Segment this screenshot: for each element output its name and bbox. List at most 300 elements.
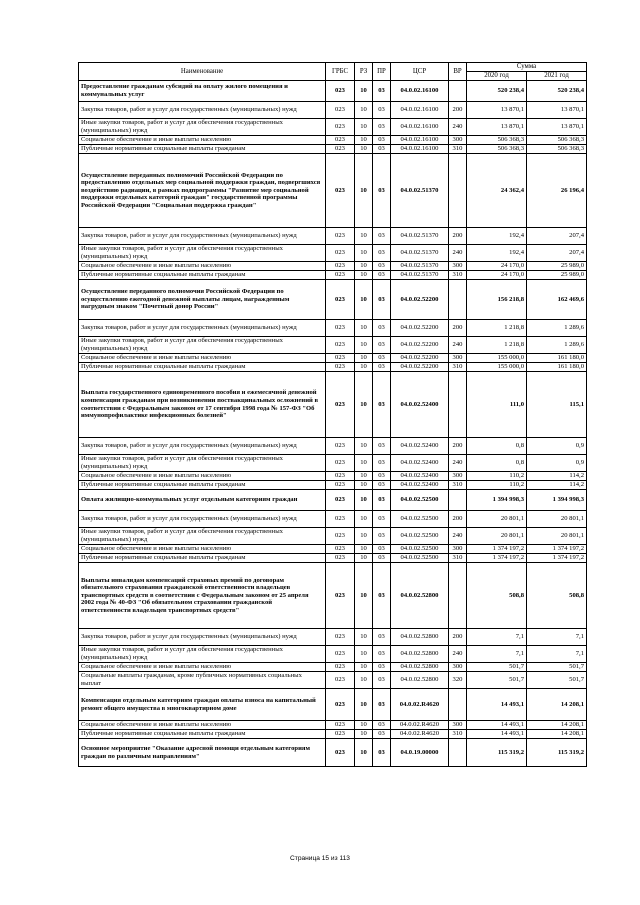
cell-grbs: 023: [326, 154, 355, 228]
cell-pr: 03: [373, 372, 391, 438]
cell-rz: 10: [355, 554, 373, 563]
cell-grbs: 023: [326, 563, 355, 629]
cell-csr: 04.0.02.R4620: [391, 730, 449, 739]
cell-rz: 10: [355, 689, 373, 721]
cell-amount-2021: 501,7: [527, 663, 587, 672]
cell-amount-2021: 0,9: [527, 455, 587, 472]
cell-vr: 320: [449, 672, 467, 689]
cell-name: Оплата жилищно-коммунальных услуг отдельным категориям граждан: [79, 490, 326, 511]
table-row: [79, 472, 587, 481]
cell-rz: 10: [355, 663, 373, 672]
table-row: [79, 663, 587, 672]
cell-amount-2020: 155 000,0: [467, 354, 527, 363]
cell-rz: 10: [355, 262, 373, 271]
cell-pr: 03: [373, 154, 391, 228]
table-row: [79, 545, 587, 554]
cell-pr: 03: [373, 363, 391, 372]
cell-amount-2020: 0,8: [467, 438, 527, 455]
cell-amount-2021: 115 319,2: [527, 739, 587, 767]
cell-pr: 03: [373, 472, 391, 481]
cell-rz: 10: [355, 228, 373, 245]
table-row: [79, 81, 587, 102]
cell-amount-2020: 14 493,1: [467, 730, 527, 739]
cell-grbs: 023: [326, 136, 355, 145]
cell-csr: 04.0.02.52200: [391, 280, 449, 320]
cell-amount-2021: 25 989,0: [527, 271, 587, 280]
cell-name: Социальное обеспечение и иные выплаты населению: [79, 136, 326, 145]
cell-name: Социальное обеспечение и иные выплаты населению: [79, 545, 326, 554]
cell-rz: 10: [355, 730, 373, 739]
cell-pr: 03: [373, 145, 391, 154]
cell-amount-2021: 1 289,6: [527, 320, 587, 337]
cell-name: Иные закупки товаров, работ и услуг для обеспечения государственных (муниципальных) нужд: [79, 119, 326, 136]
table-row: [79, 629, 587, 646]
cell-grbs: 023: [326, 119, 355, 136]
cell-grbs: 023: [326, 372, 355, 438]
table-row: [79, 245, 587, 262]
table-row: [79, 481, 587, 490]
cell-vr: [449, 563, 467, 629]
header-name: Наименование: [79, 63, 326, 81]
cell-name: Социальное обеспечение и иные выплаты населению: [79, 721, 326, 730]
cell-amount-2021: 1 374 197,2: [527, 554, 587, 563]
cell-grbs: 023: [326, 363, 355, 372]
cell-amount-2020: 20 801,1: [467, 511, 527, 528]
cell-vr: 300: [449, 721, 467, 730]
cell-amount-2020: 155 000,0: [467, 363, 527, 372]
cell-rz: 10: [355, 245, 373, 262]
cell-pr: 03: [373, 629, 391, 646]
cell-amount-2020: 520 238,4: [467, 81, 527, 102]
cell-csr: 04.0.02.52500: [391, 490, 449, 511]
cell-grbs: 023: [326, 245, 355, 262]
cell-vr: 240: [449, 119, 467, 136]
cell-rz: 10: [355, 145, 373, 154]
cell-csr: 04.0.02.52500: [391, 528, 449, 545]
table-row: [79, 271, 587, 280]
cell-grbs: 023: [326, 354, 355, 363]
cell-pr: 03: [373, 320, 391, 337]
cell-amount-2021: 207,4: [527, 228, 587, 245]
cell-vr: 310: [449, 554, 467, 563]
table-row: [79, 363, 587, 372]
cell-vr: 300: [449, 262, 467, 271]
cell-amount-2020: 7,1: [467, 629, 527, 646]
document-page: [78, 62, 586, 767]
cell-pr: 03: [373, 102, 391, 119]
cell-vr: 240: [449, 646, 467, 663]
cell-amount-2020: 24 362,4: [467, 154, 527, 228]
cell-csr: 04.0.02.52200: [391, 337, 449, 354]
cell-vr: 200: [449, 228, 467, 245]
cell-name: Публичные нормативные социальные выплаты гражданам: [79, 554, 326, 563]
header-vr: ВР: [449, 63, 467, 81]
cell-csr: 04.0.02.16100: [391, 102, 449, 119]
cell-rz: 10: [355, 81, 373, 102]
cell-amount-2020: 506 368,3: [467, 145, 527, 154]
table-row: [79, 320, 587, 337]
cell-amount-2020: 508,8: [467, 563, 527, 629]
cell-amount-2021: 162 469,6: [527, 280, 587, 320]
cell-csr: 04.0.02.52200: [391, 320, 449, 337]
cell-vr: 200: [449, 629, 467, 646]
cell-pr: 03: [373, 228, 391, 245]
cell-pr: 03: [373, 280, 391, 320]
cell-vr: 300: [449, 472, 467, 481]
cell-grbs: 023: [326, 262, 355, 271]
cell-name: Закупка товаров, работ и услуг для государственных (муниципальных) нужд: [79, 102, 326, 119]
cell-grbs: 023: [326, 320, 355, 337]
table-row: [79, 136, 587, 145]
cell-rz: 10: [355, 119, 373, 136]
cell-csr: 04.0.02.51370: [391, 228, 449, 245]
cell-amount-2020: 0,8: [467, 455, 527, 472]
cell-grbs: 023: [326, 554, 355, 563]
cell-amount-2021: 20 801,1: [527, 511, 587, 528]
cell-csr: 04.0.02.52400: [391, 472, 449, 481]
cell-grbs: 023: [326, 228, 355, 245]
cell-amount-2020: 115 319,2: [467, 739, 527, 767]
cell-rz: 10: [355, 363, 373, 372]
cell-csr: 04.0.02.16100: [391, 119, 449, 136]
cell-rz: 10: [355, 739, 373, 767]
page-number: Страница 15 из 113: [290, 855, 350, 862]
cell-pr: 03: [373, 545, 391, 554]
table-row: [79, 721, 587, 730]
cell-name: Закупка товаров, работ и услуг для государственных (муниципальных) нужд: [79, 438, 326, 455]
cell-grbs: 023: [326, 145, 355, 154]
cell-amount-2020: 20 801,1: [467, 528, 527, 545]
cell-vr: 200: [449, 320, 467, 337]
cell-grbs: 023: [326, 511, 355, 528]
table-row: [79, 262, 587, 271]
cell-amount-2021: 161 180,0: [527, 363, 587, 372]
cell-name: Выплаты инвалидам компенсаций страховых премий по договорам обязательного страхования гражданской ответственности владельцев транспортных средств в соответствии с Федеральным законом от 25 апреля 2002 года № 40-ФЗ "Об обязательном страховании гражданской ответственности владельцев транспортных средств": [79, 563, 326, 629]
cell-csr: 04.0.02.52500: [391, 511, 449, 528]
cell-amount-2020: 111,0: [467, 372, 527, 438]
cell-grbs: 023: [326, 481, 355, 490]
table-row: [79, 689, 587, 721]
cell-pr: 03: [373, 689, 391, 721]
cell-amount-2020: 156 218,8: [467, 280, 527, 320]
cell-amount-2020: 110,2: [467, 481, 527, 490]
cell-csr: 04.0.02.52500: [391, 554, 449, 563]
cell-rz: 10: [355, 372, 373, 438]
cell-vr: [449, 154, 467, 228]
cell-amount-2021: 115,1: [527, 372, 587, 438]
cell-amount-2021: 14 208,1: [527, 689, 587, 721]
cell-amount-2020: 1 218,8: [467, 337, 527, 354]
table-row: [79, 646, 587, 663]
header-grbs: ГРБС: [326, 63, 355, 81]
cell-amount-2021: 114,2: [527, 472, 587, 481]
cell-csr: 04.0.02.52800: [391, 629, 449, 646]
cell-pr: 03: [373, 672, 391, 689]
cell-name: Закупка товаров, работ и услуг для государственных (муниципальных) нужд: [79, 629, 326, 646]
cell-rz: 10: [355, 280, 373, 320]
cell-vr: 310: [449, 145, 467, 154]
cell-vr: [449, 81, 467, 102]
cell-amount-2020: 1 374 197,2: [467, 545, 527, 554]
cell-pr: 03: [373, 354, 391, 363]
cell-pr: 03: [373, 563, 391, 629]
table-row: [79, 280, 587, 320]
cell-rz: 10: [355, 646, 373, 663]
cell-pr: 03: [373, 438, 391, 455]
cell-grbs: 023: [326, 646, 355, 663]
cell-amount-2020: 24 170,0: [467, 262, 527, 271]
cell-grbs: 023: [326, 280, 355, 320]
cell-name: Публичные нормативные социальные выплаты гражданам: [79, 363, 326, 372]
cell-name: Иные закупки товаров, работ и услуг для обеспечения государственных (муниципальных) нужд: [79, 528, 326, 545]
cell-csr: 04.0.02.16100: [391, 136, 449, 145]
cell-pr: 03: [373, 721, 391, 730]
cell-rz: 10: [355, 455, 373, 472]
cell-amount-2021: 25 989,0: [527, 262, 587, 271]
cell-grbs: 023: [326, 663, 355, 672]
cell-amount-2020: 13 870,1: [467, 119, 527, 136]
cell-pr: 03: [373, 262, 391, 271]
cell-amount-2021: 1 394 998,3: [527, 490, 587, 511]
cell-rz: 10: [355, 271, 373, 280]
cell-amount-2021: 520 238,4: [527, 81, 587, 102]
cell-rz: 10: [355, 136, 373, 145]
cell-amount-2021: 506 368,3: [527, 145, 587, 154]
cell-amount-2021: 207,4: [527, 245, 587, 262]
table-row: [79, 438, 587, 455]
cell-csr: 04.0.19.00000: [391, 739, 449, 767]
table-body: [79, 81, 587, 767]
cell-csr: 04.0.02.52400: [391, 481, 449, 490]
cell-pr: 03: [373, 490, 391, 511]
cell-amount-2020: 1 374 197,2: [467, 554, 527, 563]
cell-csr: 04.0.02.52800: [391, 646, 449, 663]
cell-name: Закупка товаров, работ и услуг для государственных (муниципальных) нужд: [79, 511, 326, 528]
cell-grbs: 023: [326, 81, 355, 102]
cell-rz: 10: [355, 563, 373, 629]
cell-name: Иные закупки товаров, работ и услуг для обеспечения государственных (муниципальных) нужд: [79, 455, 326, 472]
table-row: [79, 554, 587, 563]
cell-name: Основное мероприятие "Оказание адресной помощи отдельным категориям граждан по различным направлениям": [79, 739, 326, 767]
header-year-2020: 2020 год: [467, 72, 527, 81]
cell-vr: 300: [449, 663, 467, 672]
cell-grbs: 023: [326, 455, 355, 472]
cell-vr: 300: [449, 545, 467, 554]
cell-amount-2020: 1 218,8: [467, 320, 527, 337]
cell-rz: 10: [355, 545, 373, 554]
cell-vr: 240: [449, 455, 467, 472]
cell-amount-2021: 7,1: [527, 629, 587, 646]
cell-amount-2020: 24 170,0: [467, 271, 527, 280]
cell-csr: 04.0.02.16100: [391, 81, 449, 102]
cell-rz: 10: [355, 320, 373, 337]
table-row: [79, 145, 587, 154]
table-row: [79, 154, 587, 228]
cell-vr: [449, 739, 467, 767]
cell-rz: 10: [355, 629, 373, 646]
cell-pr: 03: [373, 245, 391, 262]
header-rz: РЗ: [355, 63, 373, 81]
cell-amount-2021: 1 374 197,2: [527, 545, 587, 554]
cell-csr: 04.0.02.52200: [391, 354, 449, 363]
cell-amount-2020: 1 394 998,3: [467, 490, 527, 511]
table-row: [79, 119, 587, 136]
cell-grbs: 023: [326, 102, 355, 119]
cell-name: Публичные нормативные социальные выплаты гражданам: [79, 730, 326, 739]
cell-amount-2020: 14 493,1: [467, 721, 527, 730]
cell-pr: 03: [373, 119, 391, 136]
cell-vr: [449, 372, 467, 438]
cell-pr: 03: [373, 554, 391, 563]
cell-amount-2021: 14 208,1: [527, 721, 587, 730]
cell-pr: 03: [373, 455, 391, 472]
cell-name: Социальные выплаты гражданам, кроме публичных нормативных социальных выплат: [79, 672, 326, 689]
cell-grbs: 023: [326, 689, 355, 721]
header-sum: Сумма: [467, 63, 587, 72]
cell-pr: 03: [373, 271, 391, 280]
cell-name: Социальное обеспечение и иные выплаты населению: [79, 663, 326, 672]
table-row: [79, 739, 587, 767]
cell-name: Публичные нормативные социальные выплаты гражданам: [79, 481, 326, 490]
cell-amount-2021: 13 870,1: [527, 119, 587, 136]
cell-csr: 04.0.02.52400: [391, 438, 449, 455]
cell-name: Выплата государственного единовременного пособия и ежемесячной денежной компенсации гражданам при возникновении поствакцинальных осложнений в соответствии с Федеральным законом от 17 сентября 1998 года № 157-ФЗ "Об иммунопрофилактике инфекционных болезней": [79, 372, 326, 438]
cell-csr: 04.0.02.51370: [391, 245, 449, 262]
cell-pr: 03: [373, 730, 391, 739]
cell-amount-2020: 7,1: [467, 646, 527, 663]
cell-amount-2021: 14 208,1: [527, 730, 587, 739]
budget-table: [78, 62, 587, 767]
cell-pr: 03: [373, 481, 391, 490]
cell-amount-2021: 20 801,1: [527, 528, 587, 545]
cell-rz: 10: [355, 472, 373, 481]
cell-amount-2021: 26 196,4: [527, 154, 587, 228]
cell-amount-2021: 114,2: [527, 481, 587, 490]
cell-vr: [449, 689, 467, 721]
cell-vr: 200: [449, 102, 467, 119]
cell-vr: 300: [449, 136, 467, 145]
cell-name: Иные закупки товаров, работ и услуг для обеспечения государственных (муниципальных) нужд: [79, 245, 326, 262]
cell-csr: 04.0.02.51370: [391, 271, 449, 280]
cell-rz: 10: [355, 721, 373, 730]
cell-csr: 04.0.02.51370: [391, 154, 449, 228]
table-row: [79, 102, 587, 119]
cell-name: Публичные нормативные социальные выплаты гражданам: [79, 145, 326, 154]
cell-vr: 310: [449, 481, 467, 490]
cell-grbs: 023: [326, 730, 355, 739]
cell-name: Компенсация отдельным категориям граждан оплаты взноса на капитальный ремонт общего имущества в многоквартирном доме: [79, 689, 326, 721]
cell-grbs: 023: [326, 739, 355, 767]
cell-csr: 04.0.02.52500: [391, 545, 449, 554]
cell-name: Осуществление переданного полномочия Российской Федерации по осуществлению ежегодной денежной выплаты лицам, награжденным нагрудным знаком "Почетный донор России": [79, 280, 326, 320]
cell-grbs: 023: [326, 629, 355, 646]
cell-pr: 03: [373, 739, 391, 767]
cell-amount-2021: 506 368,3: [527, 136, 587, 145]
cell-amount-2020: 13 870,1: [467, 102, 527, 119]
cell-grbs: 023: [326, 472, 355, 481]
cell-name: Социальное обеспечение и иные выплаты населению: [79, 262, 326, 271]
cell-name: Предоставление гражданам субсидий на оплату жилого помещения и коммунальных услуг: [79, 81, 326, 102]
header-year-2021: 2021 год: [527, 72, 587, 81]
cell-amount-2021: 161 180,0: [527, 354, 587, 363]
cell-grbs: 023: [326, 528, 355, 545]
cell-grbs: 023: [326, 490, 355, 511]
cell-grbs: 023: [326, 545, 355, 554]
cell-grbs: 023: [326, 721, 355, 730]
cell-pr: 03: [373, 136, 391, 145]
cell-rz: 10: [355, 490, 373, 511]
cell-grbs: 023: [326, 672, 355, 689]
cell-amount-2020: 192,4: [467, 228, 527, 245]
cell-grbs: 023: [326, 438, 355, 455]
table-row: [79, 228, 587, 245]
table-row: [79, 563, 587, 629]
table-row: [79, 337, 587, 354]
table-row: [79, 528, 587, 545]
cell-amount-2020: 192,4: [467, 245, 527, 262]
cell-rz: 10: [355, 511, 373, 528]
cell-csr: 04.0.02.52800: [391, 663, 449, 672]
cell-amount-2021: 501,7: [527, 672, 587, 689]
table-row: [79, 730, 587, 739]
cell-pr: 03: [373, 337, 391, 354]
cell-name: Социальное обеспечение и иные выплаты населению: [79, 354, 326, 363]
cell-csr: 04.0.02.R4620: [391, 721, 449, 730]
cell-pr: 03: [373, 646, 391, 663]
cell-vr: 310: [449, 730, 467, 739]
cell-rz: 10: [355, 438, 373, 455]
cell-amount-2020: 501,7: [467, 672, 527, 689]
cell-csr: 04.0.02.R4620: [391, 689, 449, 721]
header-csr: ЦСР: [391, 63, 449, 81]
cell-rz: 10: [355, 354, 373, 363]
cell-amount-2021: 7,1: [527, 646, 587, 663]
cell-vr: 310: [449, 271, 467, 280]
cell-vr: [449, 490, 467, 511]
cell-amount-2020: 14 493,1: [467, 689, 527, 721]
cell-pr: 03: [373, 663, 391, 672]
cell-vr: 240: [449, 528, 467, 545]
table-row: [79, 354, 587, 363]
cell-name: Иные закупки товаров, работ и услуг для обеспечения государственных (муниципальных) нужд: [79, 646, 326, 663]
cell-csr: 04.0.02.52800: [391, 672, 449, 689]
cell-amount-2021: 1 289,6: [527, 337, 587, 354]
cell-pr: 03: [373, 511, 391, 528]
cell-vr: 200: [449, 438, 467, 455]
table-row: [79, 672, 587, 689]
cell-csr: 04.0.02.52200: [391, 363, 449, 372]
cell-pr: 03: [373, 81, 391, 102]
cell-csr: 04.0.02.16100: [391, 145, 449, 154]
cell-name: Осуществление переданных полномочий Российской Федерации по предоставлению отдельных мер социальной поддержки граждан, подвергшихся воздействию радиации, в рамках подпрограммы "Развитие мер социальной поддержки отдельных категорий граждан" государственной программы Российской Федерации "Социальная поддержка граждан": [79, 154, 326, 228]
header-pr: ПР: [373, 63, 391, 81]
cell-csr: 04.0.02.52400: [391, 372, 449, 438]
cell-csr: 04.0.02.52800: [391, 563, 449, 629]
cell-vr: 240: [449, 245, 467, 262]
cell-csr: 04.0.02.52400: [391, 455, 449, 472]
cell-vr: 240: [449, 337, 467, 354]
cell-amount-2021: 0,9: [527, 438, 587, 455]
table-row: [79, 511, 587, 528]
cell-amount-2021: 13 870,1: [527, 102, 587, 119]
cell-vr: 200: [449, 511, 467, 528]
cell-rz: 10: [355, 672, 373, 689]
cell-grbs: 023: [326, 271, 355, 280]
cell-rz: 10: [355, 337, 373, 354]
cell-vr: 310: [449, 363, 467, 372]
cell-name: Закупка товаров, работ и услуг для государственных (муниципальных) нужд: [79, 228, 326, 245]
cell-rz: 10: [355, 481, 373, 490]
